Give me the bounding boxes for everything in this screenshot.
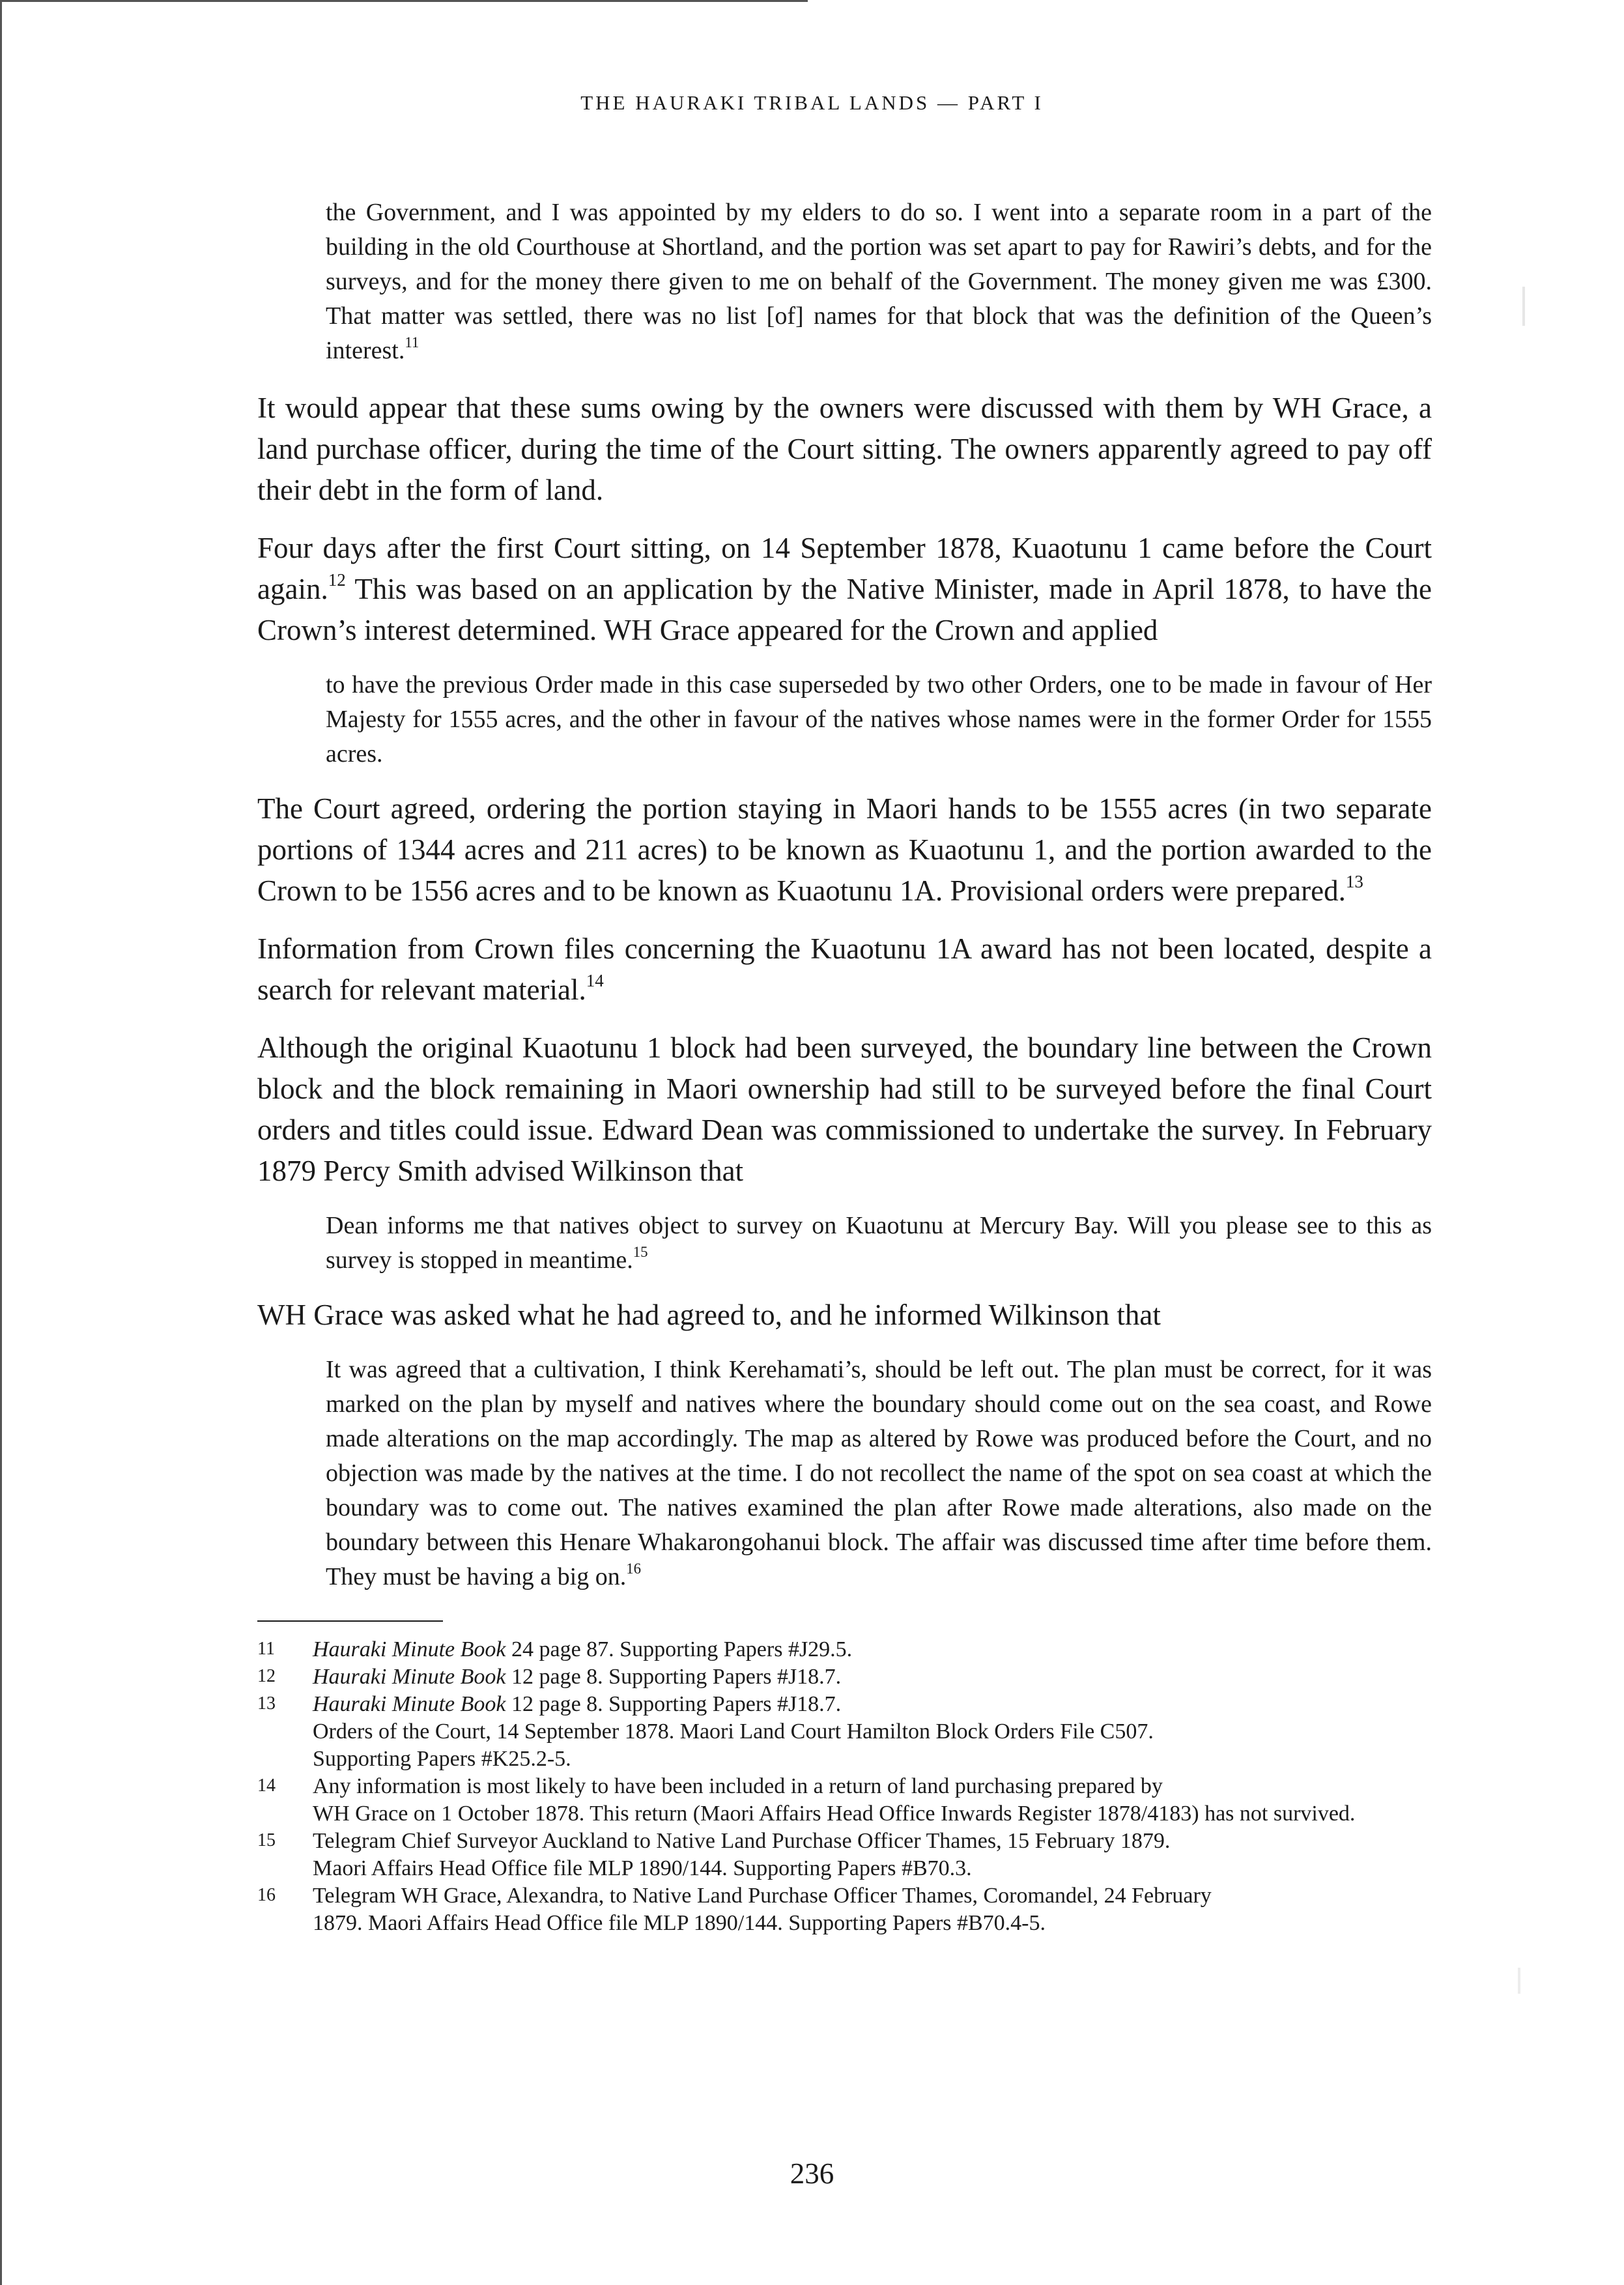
footnote-number: 16: [257, 1885, 276, 1905]
footnote-number: 11: [257, 1639, 275, 1659]
footnote-16: [257, 1882, 1432, 1937]
scan-mark: [1518, 1968, 1520, 1994]
paragraph: Although the original Kuaotunu 1 block had been surveyed, the boundary line between the Crown block and the block remaining in Maori ownership had still to be surveyed before the final Court orders and titles could issue. Edward Dean was commissioned to undertake the survey. In February 1879 Percy Smith advised Wilkinson that: [257, 1031, 1432, 1187]
quote-text: the Government, and I was appointed by my elders to do so. I went into a separate room in a part of the building in the old Courthouse at Shortland, and the portion was set apart to pay for Rawiri’s debts, and for the surveys, and for the money there given to me on behalf of the Government. The money given me was £300. That matter was settled, there was no list [of] names for that block that was the definition of the Queen’s interest.: [326, 199, 1432, 364]
footnote-line: Supporting Papers #K25.2-5.: [313, 1747, 571, 1771]
footnote-number: 12: [257, 1666, 276, 1686]
source-title: Hauraki Minute Book: [313, 1637, 506, 1661]
footnote-text: [313, 1828, 1432, 1882]
footnote-number: 15: [257, 1830, 276, 1850]
footnote-line: Any information is most likely to have been included in a return of land purchasing prepared by: [313, 1774, 1163, 1798]
footnote-11: [257, 1636, 1432, 1663]
block-quote: to have the previous Order made in this case superseded by two other Orders, one to be made in favour of Her Majesty for 1555 acres, and the other in favour of the natives whose names were in the former Order for 1555 acres.: [326, 671, 1432, 768]
footnote-number: 13: [257, 1693, 276, 1714]
paragraph-text: This was based on an application by the Native Minister, made in April 1878, to have the Crown’s interest determined. WH Grace appeared for the Crown and applied: [257, 573, 1432, 646]
footnote-citation: 12 page 8. Supporting Papers #J18.7.: [506, 1692, 842, 1716]
page-number: 236: [790, 2157, 834, 2190]
footnote-line: Maori Affairs Head Office file MLP 1890/144. Supporting Papers #B70.3.: [313, 1856, 972, 1880]
footnote-12: [257, 1663, 1432, 1691]
footnote-citation: 24 page 87. Supporting Papers #J29.5.: [506, 1637, 853, 1661]
footnote-line: Telegram Chief Surveyor Auckland to Native Land Purchase Officer Thames, 15 February 1879.: [313, 1829, 1171, 1853]
footnote-text: [313, 1636, 1432, 1663]
paragraph: [257, 788, 1432, 912]
block-quote: [326, 195, 1432, 368]
footnote-ref[interactable]: 12: [328, 569, 346, 590]
source-title: Hauraki Minute Book: [313, 1692, 506, 1716]
scan-border-top: [0, 0, 808, 2]
running-head: THE HAURAKI TRIBAL LANDS — PART I: [580, 91, 1044, 114]
scan-mark: [1522, 287, 1525, 326]
footnote-ref[interactable]: 16: [626, 1560, 641, 1577]
paragraph: It would appear that these sums owing by the owners were discussed with them by WH Grace, a land purchase officer, during the time of the Court sitting. The owners apparently agreed to pay off their debt in the form of land.: [257, 392, 1432, 506]
paragraph-text: The Court agreed, ordering the portion staying in Maori hands to be 1555 acres (in two separate portions of 1344 acres and 211 acres) to be known as Kuaotunu 1, and the portion awarded to the Crown to be 1556 acres and to be known as Kuaotunu 1A. Provisional orders were prepared.: [257, 792, 1432, 907]
footnote-number: 14: [257, 1775, 276, 1796]
footnote-line: WH Grace on 1 October 1878. This return (Maori Affairs Head Office Inwards Register 1878/4183) has not survived.: [313, 1802, 1356, 1826]
paragraph-text: Information from Crown files concerning the Kuaotunu 1A award has not been located, despite a search for relevant material.: [257, 932, 1432, 1006]
footnote-divider: [257, 1620, 443, 1622]
block-quote: [326, 1353, 1432, 1594]
footnote-ref[interactable]: 13: [1345, 871, 1363, 891]
footnote-line: 1879. Maori Affairs Head Office file MLP 1890/144. Supporting Papers #B70.4-5.: [313, 1911, 1046, 1935]
quote-text: Dean informs me that natives object to survey on Kuaotunu at Mercury Bay. Will you please see to this as survey is stopped in meantime.: [326, 1212, 1432, 1274]
footnote-13: [257, 1691, 1432, 1773]
paragraph: [257, 928, 1432, 1011]
footnote-15: [257, 1828, 1432, 1882]
footnote-text: [313, 1663, 1432, 1691]
block-quote: [326, 1209, 1432, 1278]
paragraph: [257, 528, 1432, 651]
footnote-text: [313, 1882, 1432, 1937]
footnote-14: [257, 1773, 1432, 1828]
footnote-text: [313, 1773, 1432, 1828]
footnotes: [257, 1636, 1432, 1937]
footnote-text: [313, 1691, 1432, 1773]
footnote-line: Orders of the Court, 14 September 1878. Maori Land Court Hamilton Block Orders File C507.: [313, 1719, 1154, 1744]
paragraph-text: Four days after the first Court sitting, on 14 September 1878, Kuaotunu 1 came before the Court again.: [257, 532, 1432, 605]
footnote-ref[interactable]: 14: [586, 970, 604, 990]
footnote-line: Telegram WH Grace, Alexandra, to Native Land Purchase Officer Thames, Coromandel, 24 February: [313, 1884, 1212, 1908]
quote-text: It was agreed that a cultivation, I think Kerehamati’s, should be left out. The plan must be correct, for it was marked on the plan by myself and natives where the boundary should come out on the sea coast, and Rowe made alterations on the map accordingly. The map as altered by Rowe was produced before the Court, and no objection was made by the natives at the time. I do not recollect the name of the spot on sea coast at which the boundary was to come out. The natives examined the plan after Rowe made alterations, also made on the boundary between this Henare Whakarongohanui block. The affair was discussed time after time before them. They must be having a big on.: [326, 1356, 1432, 1590]
footnote-ref[interactable]: 15: [633, 1243, 648, 1260]
scan-border-left: [0, 0, 2, 2285]
page-body: [257, 195, 1432, 1937]
paragraph: WH Grace was asked what he had agreed to, and he informed Wilkinson that: [257, 1299, 1161, 1331]
source-title: Hauraki Minute Book: [313, 1665, 506, 1689]
footnote-citation: 12 page 8. Supporting Papers #J18.7.: [506, 1665, 842, 1689]
footnote-ref[interactable]: 11: [405, 334, 420, 351]
